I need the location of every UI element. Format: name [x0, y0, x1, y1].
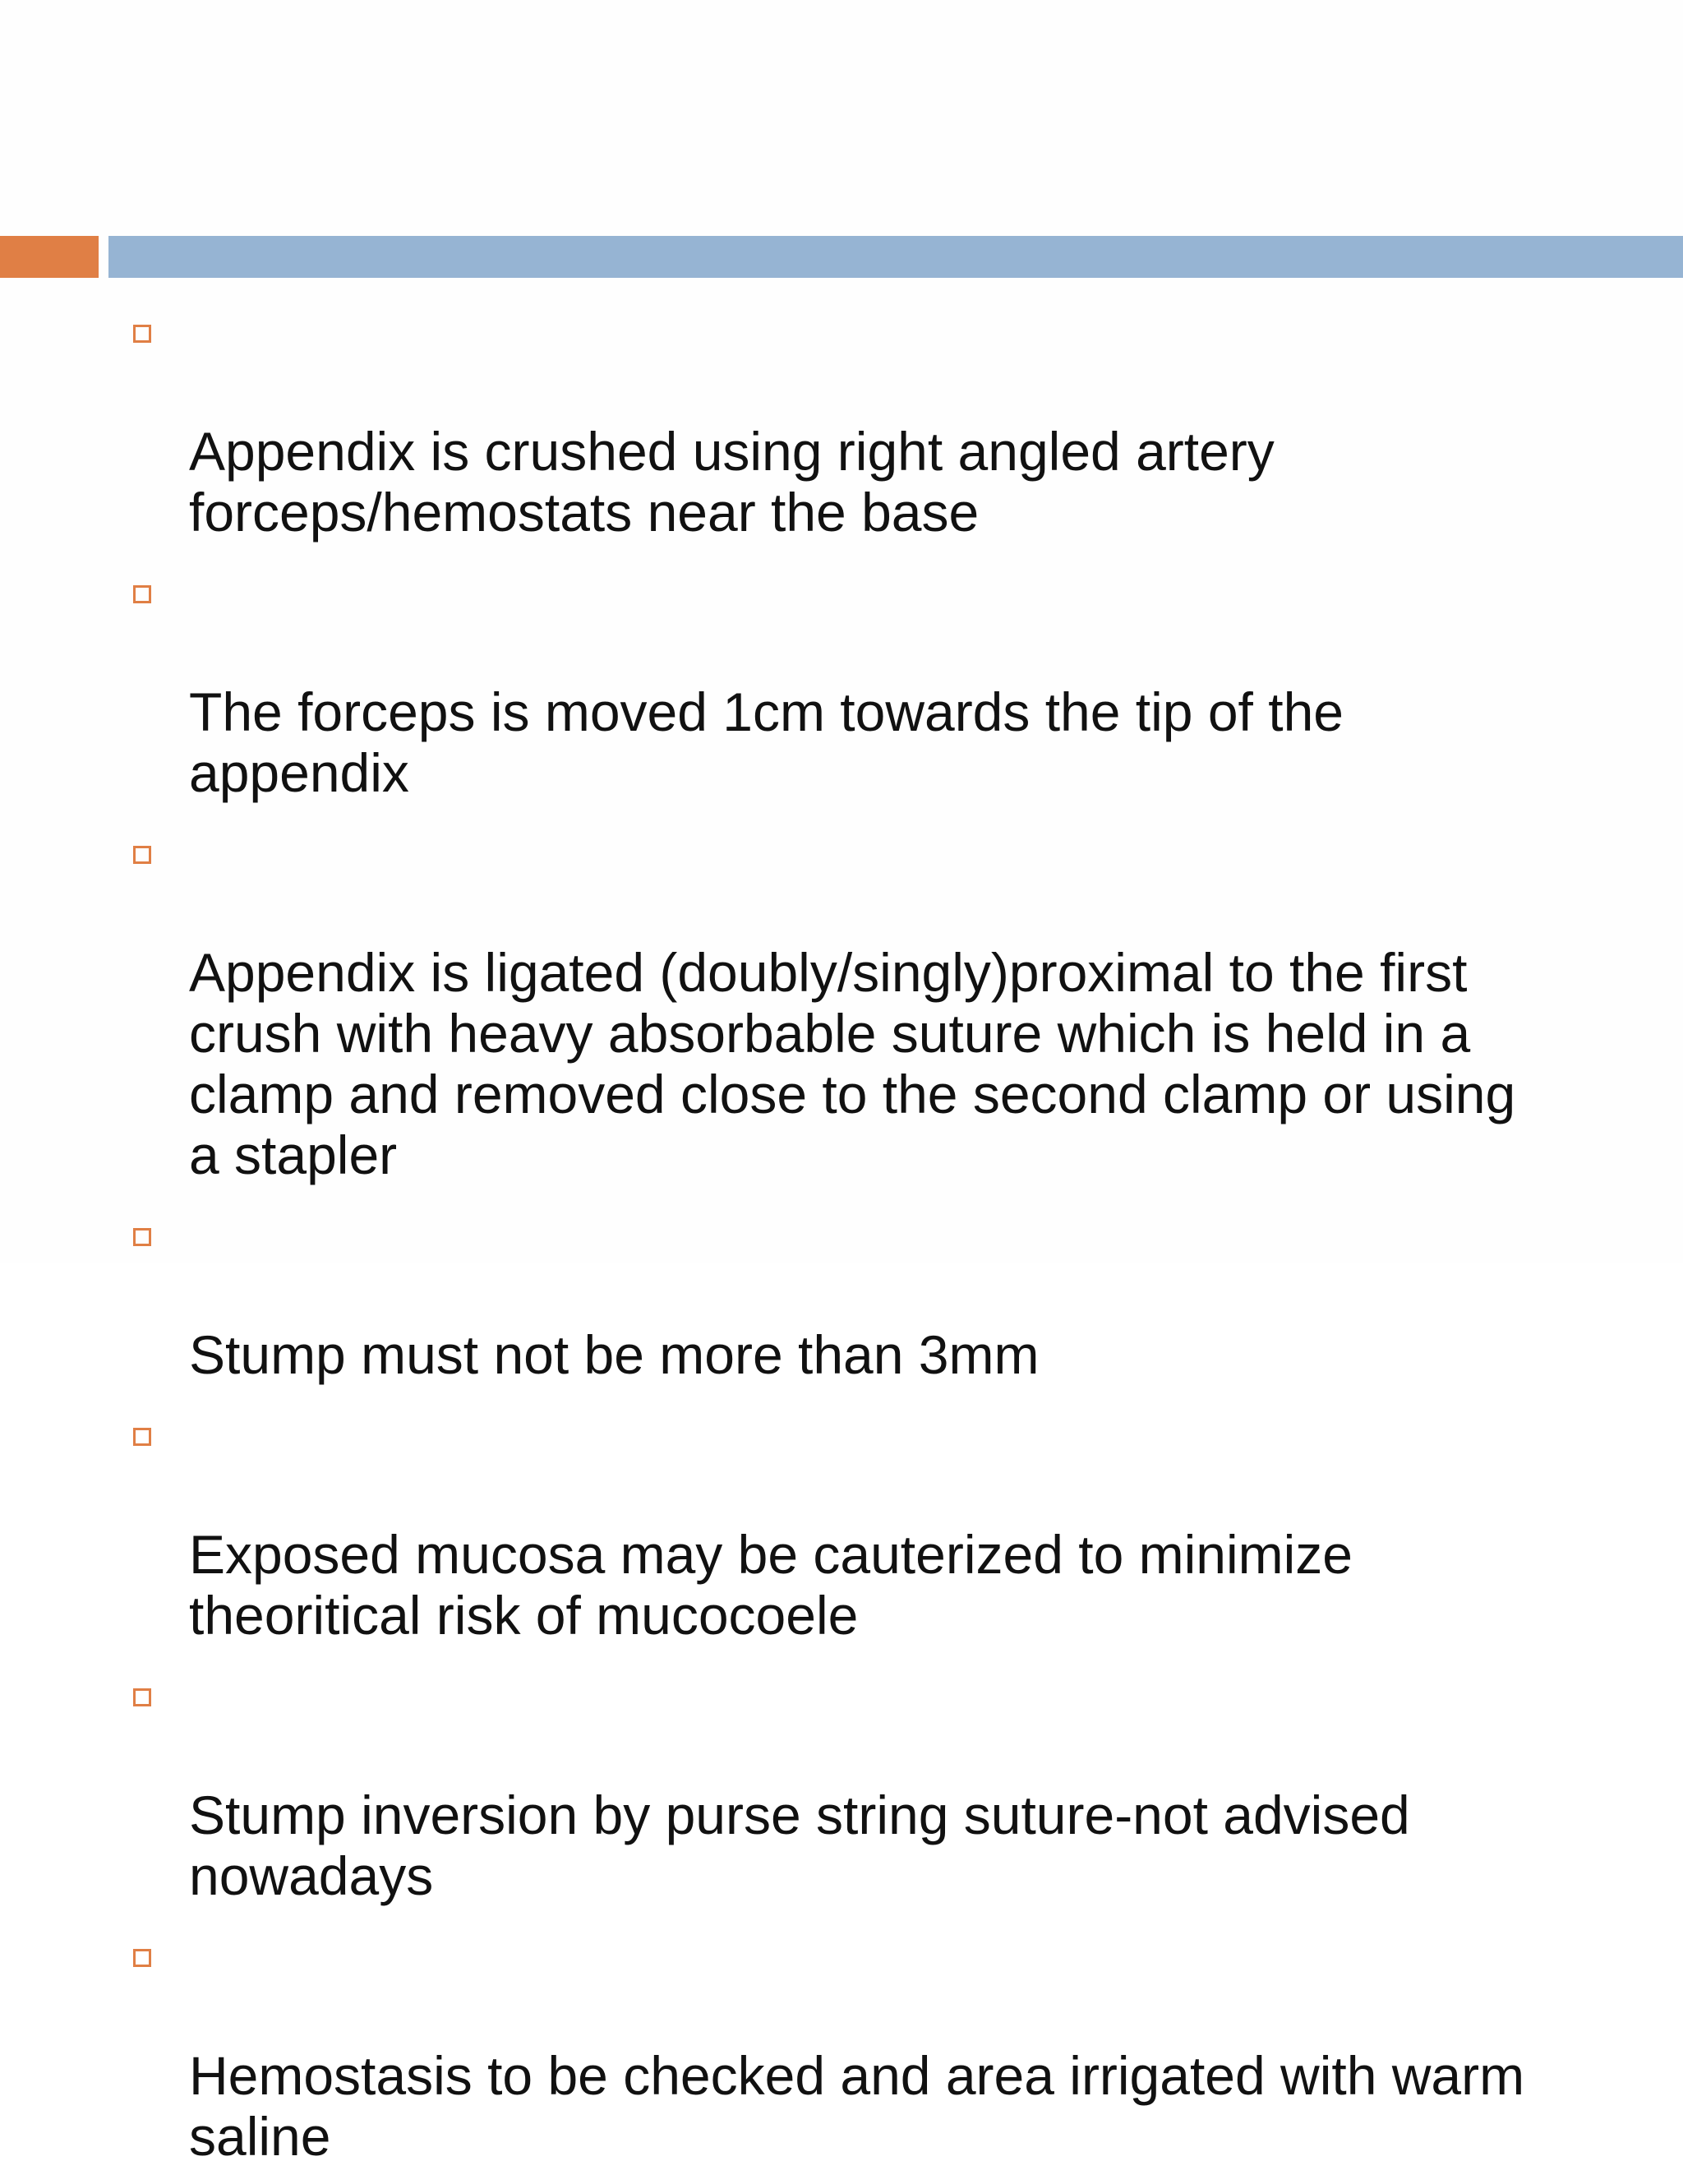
list-item — [0, 1663, 1683, 1906]
list-item — [0, 820, 1683, 1185]
hollow-square-bullet-icon — [133, 1688, 151, 1706]
hollow-square-bullet-icon — [133, 585, 151, 603]
hollow-square-bullet-icon — [133, 846, 151, 864]
accent-bar-orange — [0, 236, 99, 278]
list-item — [0, 1203, 1683, 1385]
list-item — [0, 299, 1683, 543]
bullet-text: Stump inversion by purse string suture-not advised nowadays — [189, 1785, 1410, 1906]
bullet-list — [0, 299, 1683, 2184]
bullet-text: The forceps is moved 1cm towards the tip of the appendix — [189, 681, 1344, 803]
hollow-square-bullet-icon — [133, 325, 151, 343]
accent-bar-blue — [108, 236, 1683, 278]
bullet-text: Stump must not be more than 3mm — [189, 1324, 1040, 1385]
bullet-text: Hemostasis to be checked and area irrigated with warm saline — [189, 2045, 1525, 2167]
hollow-square-bullet-icon — [133, 1949, 151, 1967]
bullet-text: Exposed mucosa may be cauterized to minimize theoritical risk of mucocoele — [189, 1524, 1353, 1646]
bullet-text: Appendix is crushed using right angled artery forceps/hemostats near the base — [189, 421, 1275, 543]
bullet-text: Appendix is ligated (doubly/singly)proximal to the first crush with heavy absorbable suture which is held in a clamp and removed close to the second clamp or using a stapler — [189, 942, 1516, 1185]
list-item — [0, 1923, 1683, 2167]
hollow-square-bullet-icon — [133, 1228, 151, 1246]
list-item — [0, 560, 1683, 803]
hollow-square-bullet-icon — [133, 1428, 151, 1446]
list-item — [0, 1402, 1683, 1646]
